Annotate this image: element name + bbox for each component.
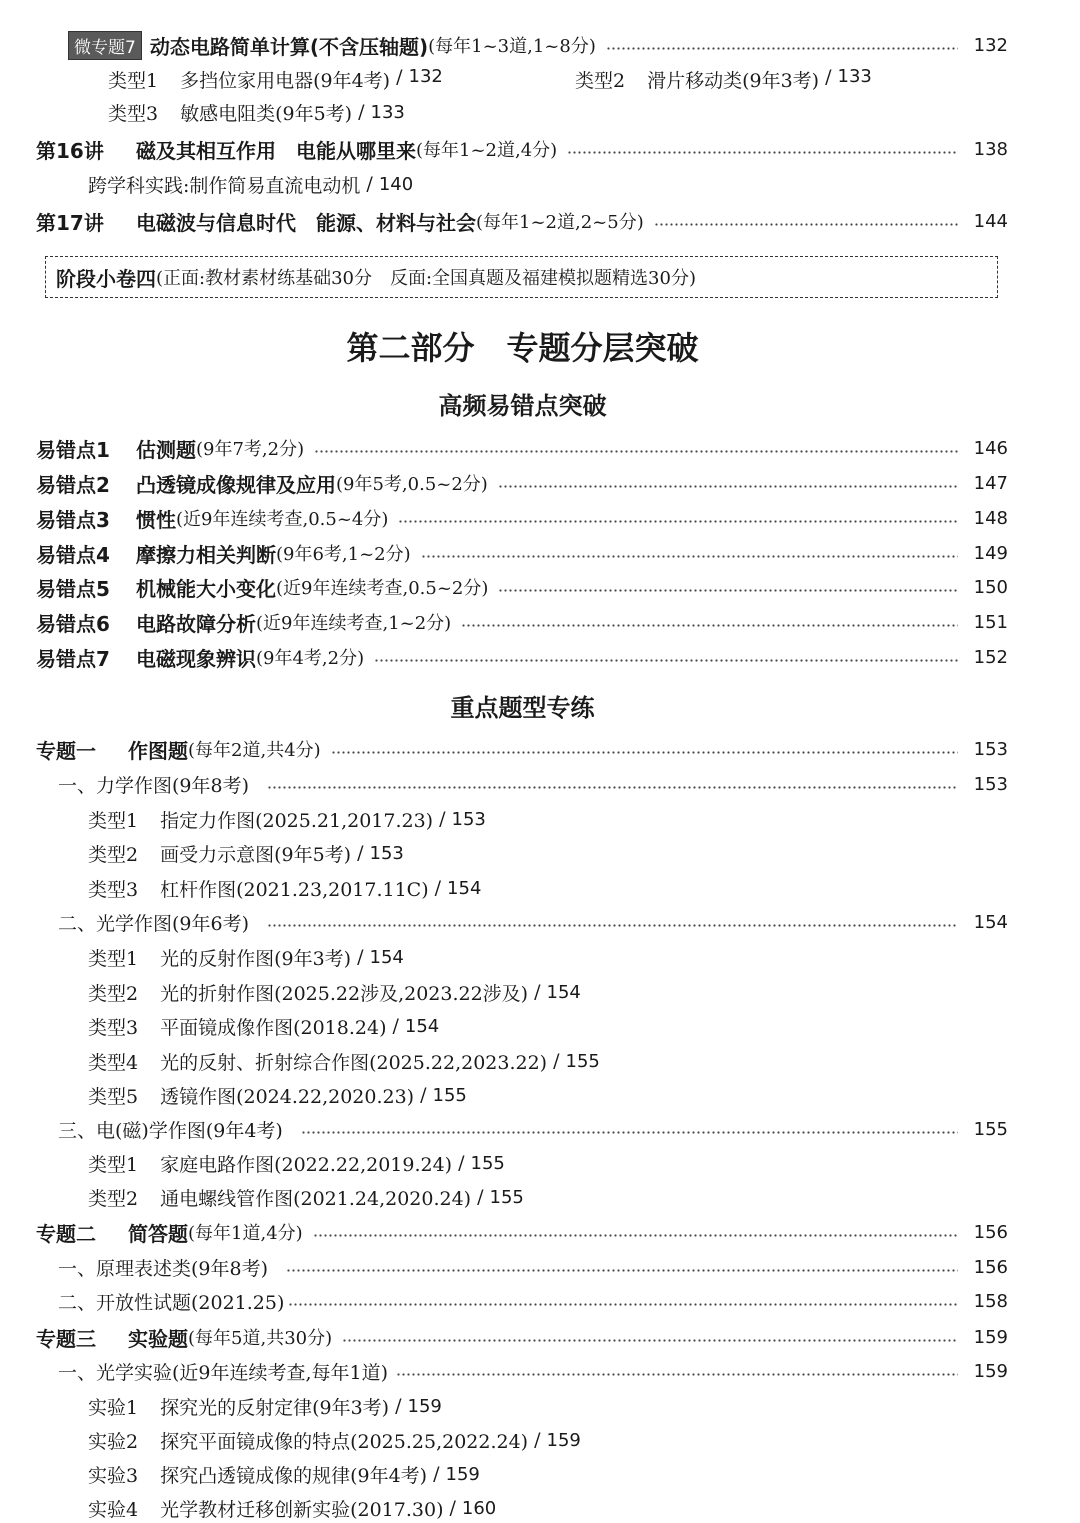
type-title: 探究凸透镜成像的规律(9年4考) [160,1464,428,1487]
type-title: 光学教材迁移创新实验(2017.30) [160,1498,444,1521]
practice-title: 跨学科实践:制作简易直流电动机 [88,174,361,197]
page-number: 158 [973,1290,1008,1312]
type-title: 多挡位家用电器(9年4考) [180,69,391,92]
page-number: 132 [408,65,443,87]
leader-dots [286,1269,958,1272]
slash-separator: / [534,1429,541,1451]
lecture-label: 第17讲 [36,210,104,235]
type-label: 类型3 [88,1016,139,1039]
type-title: 敏感电阻类(9年5考) [180,102,353,125]
toc-subsection-mechanics[interactable] [0,769,1080,799]
type-label: 类型1 [88,947,139,970]
entry-note: (每年1~3道,1~8分) [428,36,596,57]
slash-separator: / [458,1152,465,1174]
type-label: 类型4 [88,1051,139,1074]
entry-title: 摩擦力相关判断 [136,542,276,567]
slash-separator: / [449,1497,456,1519]
page-number: 150 [973,576,1008,598]
type-title: 光的反射、折射综合作图(2025.22,2023.22) [160,1051,548,1074]
page-number: 159 [973,1326,1008,1348]
page-number: 154 [973,911,1008,933]
leader-dots [461,624,958,627]
type-label: 实验3 [88,1464,139,1487]
toc-entry-topic-1[interactable] [0,734,1080,764]
entry-title: 惯性 [136,507,176,532]
page-number: 153 [369,842,404,864]
slash-separator: / [366,173,373,195]
slash-separator: / [357,842,364,864]
entry-note: (每年1~2道,4分) [416,140,558,161]
toc-subentry-type-3[interactable] [0,97,1080,127]
type-title: 滑片移动类(9年3考) [647,69,820,92]
error-point-label: 易错点5 [36,576,110,601]
toc-subentry-type[interactable] [0,1011,1080,1041]
entry-note: (每年2道,共4分) [188,740,321,761]
page-number: 151 [973,611,1008,633]
slash-separator: / [392,1015,399,1037]
page-number: 133 [370,101,405,123]
page-number: 159 [973,1360,1008,1382]
type-label: 类型2 [88,1187,139,1210]
topic-label: 专题三 [36,1326,96,1351]
error-point-label: 易错点3 [36,507,110,532]
type-label: 类型2 [575,69,626,92]
entry-title: 电磁波与信息时代 能源、材料与社会 [136,210,476,235]
toc-subentry-type[interactable] [0,977,1080,1007]
page-number: 155 [973,1118,1008,1140]
page-number: 153 [973,738,1008,760]
page-number: 159 [546,1429,581,1451]
entry-title: 实验题 [128,1326,188,1351]
page-number: 147 [973,472,1008,494]
page-number: 138 [973,138,1008,160]
slash-separator: / [357,946,364,968]
toc-subentry-type[interactable] [0,1046,1080,1076]
section-heading-error-points: 高频易错点突破 [438,391,607,420]
toc-subentry-type[interactable] [0,942,1080,972]
entry-note: (9年7考,2分) [196,439,305,460]
toc-entry-error-point[interactable] [0,538,1080,568]
toc-subsection[interactable] [0,1252,1080,1282]
type-title: 光的反射作图(9年3考) [160,947,352,970]
page-number: 146 [973,437,1008,459]
entry-title: 动态电路简单计算(不含压轴题) [149,34,429,59]
toc-subentry-experiment[interactable] [0,1493,1080,1523]
page-number: 152 [973,646,1008,668]
page-number: 156 [973,1221,1008,1243]
entry-title: 凸透镜成像规律及应用 [136,472,336,497]
entry-title: 简答题 [128,1221,188,1246]
entry-note: (近9年连续考查,1~2分) [256,613,452,634]
stage-quiz-title: 阶段小卷四 [56,266,156,291]
leader-dots [374,659,958,662]
leader-dots [498,589,958,592]
leader-dots [606,47,958,50]
type-label: 实验4 [88,1498,139,1521]
page-number: 149 [973,542,1008,564]
type-label: 类型2 [88,843,139,866]
type-title: 指定力作图(2025.21,2017.23) [160,809,434,832]
type-label: 类型3 [108,102,159,125]
page-number: 159 [407,1395,442,1417]
toc-subentry-experiment[interactable] [0,1425,1080,1455]
type-title: 杠杆作图(2021.23,2017.11C) [160,878,429,901]
slash-separator: / [825,65,832,88]
toc-entry-error-point[interactable] [0,503,1080,533]
entry-title: 电磁现象辨识 [136,646,256,671]
page-number: 153 [451,808,486,830]
type-label: 类型1 [88,809,139,832]
slash-separator: / [434,877,442,899]
leader-dots [314,450,958,453]
page-number: 155 [489,1186,524,1208]
type-title: 通电螺线管作图(2021.24,2020.24) [160,1187,472,1210]
leader-dots [498,485,958,488]
entry-note: (每年5道,共30分) [188,1328,333,1349]
subsection-title: 一、力学作图(9年8考) [58,774,250,797]
entry-title: 作图题 [128,738,188,763]
page-number: 155 [432,1084,467,1106]
page-number: 160 [461,1497,497,1519]
error-point-label: 易错点7 [36,646,110,671]
subsection-title: 一、光学实验(近9年连续考查,每年1道) [58,1361,389,1384]
error-point-label: 易错点6 [36,611,110,636]
type-label: 类型1 [88,1153,139,1176]
toc-entry-lecture-16[interactable] [0,134,1080,164]
leader-dots [654,223,958,226]
toc-subentry-experiment[interactable] [0,1459,1080,1489]
type-label: 类型5 [88,1085,139,1108]
lecture-label: 第16讲 [36,138,104,163]
leader-dots [342,1339,958,1342]
toc-entry-micro-topic-7[interactable] [0,30,1080,60]
entry-title: 电路故障分析 [136,611,256,636]
part-title: 第二部分 专题分层突破 [346,329,699,367]
page-number: 154 [546,981,581,1003]
entry-note: (9年4考,2分) [256,648,365,669]
toc-subentry-practice[interactable] [0,169,1080,199]
type-title: 家庭电路作图(2022.22,2019.24) [160,1153,453,1176]
type-title: 平面镜成像作图(2018.24) [160,1016,387,1039]
entry-note: (9年5考,0.5~2分) [336,474,488,495]
toc-subsection-optics-experiments[interactable] [0,1356,1080,1386]
micro-topic-badge: 微专题7 [68,31,142,60]
leader-dots [567,151,958,154]
leader-dots [301,1131,958,1134]
entry-title: 机械能大小变化 [136,576,276,601]
topic-label: 专题一 [36,738,96,763]
leader-dots [421,555,958,558]
leader-dots [331,751,958,754]
entry-note: (每年1~2道,2~5分) [476,212,644,233]
type-label: 类型1 [108,69,159,92]
stage-quiz-note: (正面:教材素材练基础30分 反面:全国真题及福建模拟题精选30分) [156,268,696,289]
entry-title: 估测题 [136,437,196,462]
leader-dots [396,1373,958,1376]
type-label: 实验2 [88,1430,139,1453]
slash-separator: / [477,1186,484,1208]
page-number: 148 [973,507,1008,529]
toc-entry-topic-2[interactable] [0,1217,1080,1247]
slash-separator: / [534,981,541,1003]
type-title: 透镜作图(2024.22,2020.23) [160,1085,415,1108]
error-point-label: 易错点4 [36,542,110,567]
leader-dots [398,520,958,523]
slash-separator: / [420,1084,427,1106]
entry-note: (近9年连续考查,0.5~4分) [176,509,389,530]
toc-subentry-type[interactable] [0,1080,1080,1110]
type-label: 实验1 [88,1396,139,1419]
toc-entry-error-point[interactable] [0,607,1080,637]
toc-subentry-type[interactable] [0,873,1080,903]
type-title: 画受力示意图(9年5考) [160,843,352,866]
topic-label: 专题二 [36,1221,96,1246]
toc-entry-error-point[interactable] [0,572,1080,602]
type-title: 探究平面镜成像的特点(2025.25,2022.24) [160,1430,529,1453]
entry-note: (9年6考,1~2分) [276,544,411,565]
page-number: 154 [447,877,482,899]
stage-quiz-box[interactable] [45,256,998,298]
toc-entry-lecture-17[interactable] [0,206,1080,236]
subsection-title: 三、电(磁)学作图(9年4考) [58,1119,283,1142]
section-heading-key-types: 重点题型专练 [450,693,595,722]
slash-separator: / [358,101,365,123]
page-number: 140 [378,173,414,195]
subsection-title: 二、开放性试题(2021.25) [58,1291,285,1314]
leader-dots [267,924,958,927]
page-number: 154 [404,1015,440,1037]
toc-subentry-row [0,64,1080,94]
entry-title: 磁及其相互作用 电能从哪里来 [136,138,416,163]
page-number: 156 [973,1256,1008,1278]
toc-entry-error-point[interactable] [0,468,1080,498]
toc-subentry-type[interactable] [0,804,1080,834]
page-number: 159 [445,1463,480,1485]
type-label: 类型2 [88,982,139,1005]
slash-separator: / [395,1395,402,1417]
error-point-label: 易错点1 [36,437,110,462]
type-label: 类型3 [88,878,139,901]
entry-note: (近9年连续考查,0.5~2分) [276,578,489,599]
toc-subentry-type[interactable] [0,838,1080,868]
page-number: 132 [973,34,1008,56]
page-number: 153 [973,773,1008,795]
toc-entry-error-point[interactable] [0,433,1080,463]
leader-dots [313,1234,958,1237]
slash-separator: / [439,808,446,830]
type-title: 探究光的反射定律(9年3考) [160,1396,390,1419]
subsection-title: 一、原理表述类(9年8考) [58,1257,269,1280]
toc-entry-error-point[interactable] [0,642,1080,672]
toc-subentry-type[interactable] [0,1182,1080,1212]
slash-separator: / [396,65,403,88]
toc-subentry-type-1[interactable] [108,66,575,93]
toc-entry-topic-3[interactable] [0,1322,1080,1352]
toc-subentry-type-2[interactable] [575,66,872,93]
toc-subentry-type[interactable] [0,1148,1080,1178]
page-number: 133 [837,65,872,87]
slash-separator: / [433,1463,440,1485]
page-number: 154 [369,946,404,968]
page-number: 155 [565,1050,600,1072]
entry-note: (每年1道,4分) [188,1223,303,1244]
page-number: 155 [470,1152,505,1174]
subsection-title: 二、光学作图(9年6考) [58,912,250,935]
toc-subsection-optics[interactable] [0,907,1080,937]
error-point-label: 易错点2 [36,472,110,497]
type-title: 光的折射作图(2025.22涉及,2023.22涉及) [160,982,529,1005]
toc-subsection[interactable] [0,1286,1080,1316]
leader-dots [267,786,958,789]
leader-dots [288,1303,958,1306]
toc-subsection-electromagnetism[interactable] [0,1114,1080,1144]
toc-subentry-experiment[interactable] [0,1391,1080,1421]
page-number: 144 [973,210,1008,232]
slash-separator: / [553,1050,560,1072]
